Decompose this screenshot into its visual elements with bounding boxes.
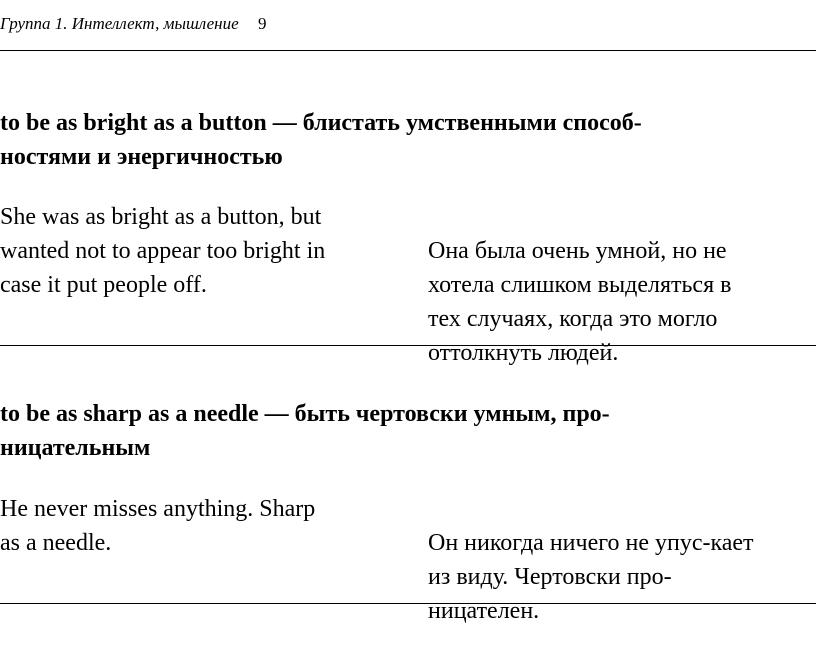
page-number: 9 xyxy=(258,14,267,33)
translation-line: ницателен. xyxy=(428,598,540,624)
idiom-heading xyxy=(0,397,800,465)
translation-line: Он никогда ничего не упус-кает xyxy=(428,530,754,556)
entry-divider xyxy=(0,603,816,604)
idiom-line: ницательным xyxy=(0,435,151,461)
idiom-line: ностями и энергичностью xyxy=(0,144,283,170)
idiom-heading xyxy=(0,106,800,174)
example-line: She was as bright as a button, but xyxy=(0,204,322,230)
example-line: wanted not to appear too bright in xyxy=(0,238,326,264)
section-title: Группа 1. Интеллект, мышление xyxy=(0,14,239,33)
example-english xyxy=(0,200,395,302)
translation-line: из виду. Чертовски про- xyxy=(428,564,672,590)
idiom-line: to be as bright as a button — блистать умственными способ- xyxy=(0,110,642,136)
header-rule xyxy=(0,50,816,51)
translation-line: хотела слишком выделяться в xyxy=(428,272,732,298)
example-russian xyxy=(428,526,816,628)
example-line: He never misses anything. Sharp xyxy=(0,496,316,522)
example-english xyxy=(0,492,395,560)
example-russian xyxy=(428,234,816,370)
entry-divider xyxy=(0,345,816,346)
example-line: as a needle. xyxy=(0,530,112,556)
translation-line: оттолкнуть людей. xyxy=(428,340,619,366)
translation-line: Она была очень умной, но не xyxy=(428,238,727,264)
idiom-line: to be as sharp as a needle — быть чертовски умным, про- xyxy=(0,401,610,427)
example-line: case it put people off. xyxy=(0,272,207,298)
translation-line: тех случаях, когда это могло xyxy=(428,306,718,332)
running-header xyxy=(0,14,267,42)
